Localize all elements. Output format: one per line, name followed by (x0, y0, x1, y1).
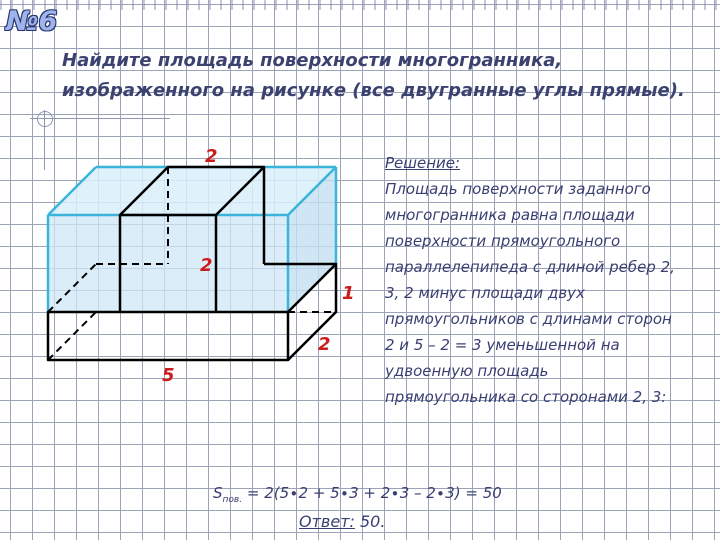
problem-line-2: изображенного на рисунке (все двугранные углы прямые). (62, 80, 685, 101)
formula-expression: = 2(5∙2 + 5∙3 + 2∙3 – 2∙3) = 50 (242, 484, 502, 502)
answer-label: Ответ: (299, 512, 355, 531)
box-top-face (48, 167, 336, 215)
dimension-label-middle: 2 (200, 255, 213, 276)
solution-heading: Решение: (385, 154, 461, 172)
formula-subscript: пов. (222, 495, 243, 505)
dimension-label-depth: 2 (318, 334, 331, 355)
lower-front-face (48, 312, 288, 360)
dimension-label-right: 1 (342, 283, 355, 304)
solution-text: Площадь поверхности заданного многогранника равна площади поверхности прямоугольного параллелепипеда с длиной ребер 2, 3, 2 минус площади двух прямоугольников с длинами сторон 2 и 5 – 2 = 3 уменьшенной на удвоенную площадь прямоугольника со сторонами 2, 3: (385, 180, 675, 406)
dimension-label-top: 2 (205, 146, 218, 167)
answer-line (299, 512, 385, 531)
problem-line-1: Найдите площадь поверхности многогранника, (62, 50, 563, 71)
dimension-label-bottom: 5 (162, 365, 175, 386)
solution-block (385, 150, 677, 410)
slide-number: №6 (6, 6, 58, 37)
answer-value: 50. (354, 512, 386, 531)
surface-formula (213, 484, 502, 505)
formula-s: S (213, 484, 223, 502)
hidden-bottom-back (48, 312, 96, 360)
